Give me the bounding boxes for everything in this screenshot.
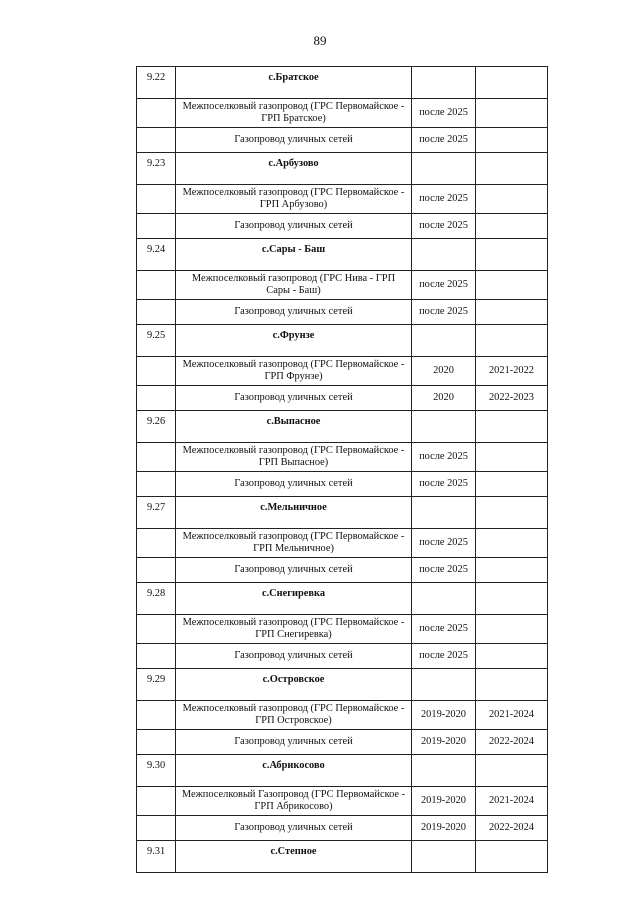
table-row [137,841,548,873]
empty-cell [137,816,176,841]
table-row [137,99,548,128]
empty-cell [137,644,176,669]
start-period: 2020 [412,386,476,411]
object-name: Межпоселковый газопровод (ГРС Первомайское - ГРП Снегиревка) [176,615,412,644]
end-period: 2022-2024 [476,730,548,755]
empty-cell [137,99,176,128]
table-row [137,787,548,816]
table-row [137,443,548,472]
table-row [137,271,548,300]
end-period: 2022-2023 [476,386,548,411]
table-body [137,67,548,873]
table-row [137,669,548,701]
end-period [476,271,548,300]
table-row [137,816,548,841]
empty-cell [412,153,476,185]
table-row [137,701,548,730]
empty-cell [476,239,548,271]
end-period: 2021-2024 [476,787,548,816]
empty-cell [476,841,548,873]
end-period: 2021-2024 [476,701,548,730]
empty-cell [137,529,176,558]
empty-cell [412,239,476,271]
empty-cell [137,701,176,730]
start-period: после 2025 [412,472,476,497]
table-row [137,386,548,411]
empty-cell [476,497,548,529]
section-number: 9.31 [137,841,176,873]
empty-cell [476,325,548,357]
table-row [137,755,548,787]
village-name: с.Снегиревка [176,583,412,615]
start-period: после 2025 [412,443,476,472]
empty-cell [137,357,176,386]
object-name: Межпоселковый газопровод (ГРС Первомайское - ГРП Выпасное) [176,443,412,472]
empty-cell [412,411,476,443]
start-period: 2019-2020 [412,701,476,730]
table-row [137,128,548,153]
object-name: Газопровод уличных сетей [176,128,412,153]
end-period: 2021-2022 [476,357,548,386]
end-period [476,300,548,325]
empty-cell [412,67,476,99]
start-period: 2019-2020 [412,730,476,755]
table-row [137,214,548,239]
section-number: 9.24 [137,239,176,271]
end-period [476,615,548,644]
object-name: Газопровод уличных сетей [176,386,412,411]
empty-cell [412,755,476,787]
empty-cell [476,411,548,443]
object-name: Газопровод уличных сетей [176,816,412,841]
empty-cell [137,214,176,239]
table-row [137,497,548,529]
start-period: 2020 [412,357,476,386]
object-name: Газопровод уличных сетей [176,214,412,239]
village-name: с.Братское [176,67,412,99]
object-name: Межпоселковый газопровод (ГРС Нива - ГРП Сары - Баш) [176,271,412,300]
section-number: 9.28 [137,583,176,615]
section-number: 9.27 [137,497,176,529]
empty-cell [412,497,476,529]
empty-cell [476,67,548,99]
empty-cell [412,583,476,615]
start-period: после 2025 [412,185,476,214]
village-name: с.Абрикосово [176,755,412,787]
table-row [137,325,548,357]
village-name: с.Выпасное [176,411,412,443]
gasification-table [136,66,548,873]
end-period [476,185,548,214]
start-period: после 2025 [412,214,476,239]
end-period [476,214,548,239]
object-name: Газопровод уличных сетей [176,644,412,669]
empty-cell [137,271,176,300]
object-name: Межпоселковый газопровод (ГРС Первомайское - ГРП Братское) [176,99,412,128]
empty-cell [412,669,476,701]
empty-cell [412,841,476,873]
object-name: Газопровод уличных сетей [176,558,412,583]
end-period: 2022-2024 [476,816,548,841]
empty-cell [137,730,176,755]
start-period: после 2025 [412,128,476,153]
empty-cell [476,669,548,701]
empty-cell [137,615,176,644]
table-row [137,357,548,386]
table-row [137,730,548,755]
village-name: с.Фрунзе [176,325,412,357]
empty-cell [137,472,176,497]
table-row [137,529,548,558]
table-row [137,153,548,185]
empty-cell [476,583,548,615]
empty-cell [412,325,476,357]
end-period [476,529,548,558]
start-period: после 2025 [412,529,476,558]
section-number: 9.26 [137,411,176,443]
section-number: 9.22 [137,67,176,99]
object-name: Межпоселковый газопровод (ГРС Первомайское - ГРП Фрунзе) [176,357,412,386]
object-name: Межпоселковый Газопровод (ГРС Первомайское - ГРП Абрикосово) [176,787,412,816]
page-number: 89 [313,33,327,48]
village-name: с.Арбузово [176,153,412,185]
start-period: после 2025 [412,300,476,325]
start-period: после 2025 [412,558,476,583]
object-name: Газопровод уличных сетей [176,300,412,325]
village-name: с.Степное [176,841,412,873]
start-period: 2019-2020 [412,816,476,841]
section-number: 9.23 [137,153,176,185]
table-row [137,583,548,615]
end-period [476,128,548,153]
empty-cell [476,755,548,787]
object-name: Газопровод уличных сетей [176,730,412,755]
object-name: Газопровод уличных сетей [176,472,412,497]
table-row [137,644,548,669]
object-name: Межпоселковый газопровод (ГРС Первомайское - ГРП Мельничное) [176,529,412,558]
start-period: после 2025 [412,99,476,128]
empty-cell [137,386,176,411]
start-period: после 2025 [412,271,476,300]
section-number: 9.29 [137,669,176,701]
empty-cell [137,300,176,325]
table-row [137,472,548,497]
empty-cell [137,128,176,153]
empty-cell [137,787,176,816]
empty-cell [476,153,548,185]
start-period: 2019-2020 [412,787,476,816]
object-name: Межпоселковый газопровод (ГРС Первомайское - ГРП Островское) [176,701,412,730]
village-name: с.Островское [176,669,412,701]
end-period [476,99,548,128]
table-row [137,558,548,583]
end-period [476,644,548,669]
end-period [476,443,548,472]
village-name: с.Мельничное [176,497,412,529]
start-period: после 2025 [412,615,476,644]
empty-cell [137,558,176,583]
empty-cell [137,443,176,472]
table-row [137,615,548,644]
table-row [137,300,548,325]
object-name: Межпоселковый газопровод (ГРС Первомайское - ГРП Арбузово) [176,185,412,214]
empty-cell [137,185,176,214]
end-period [476,472,548,497]
table-row [137,67,548,99]
start-period: после 2025 [412,644,476,669]
table-row [137,185,548,214]
end-period [476,558,548,583]
section-number: 9.30 [137,755,176,787]
village-name: с.Сары - Баш [176,239,412,271]
section-number: 9.25 [137,325,176,357]
table-row [137,411,548,443]
table-row [137,239,548,271]
